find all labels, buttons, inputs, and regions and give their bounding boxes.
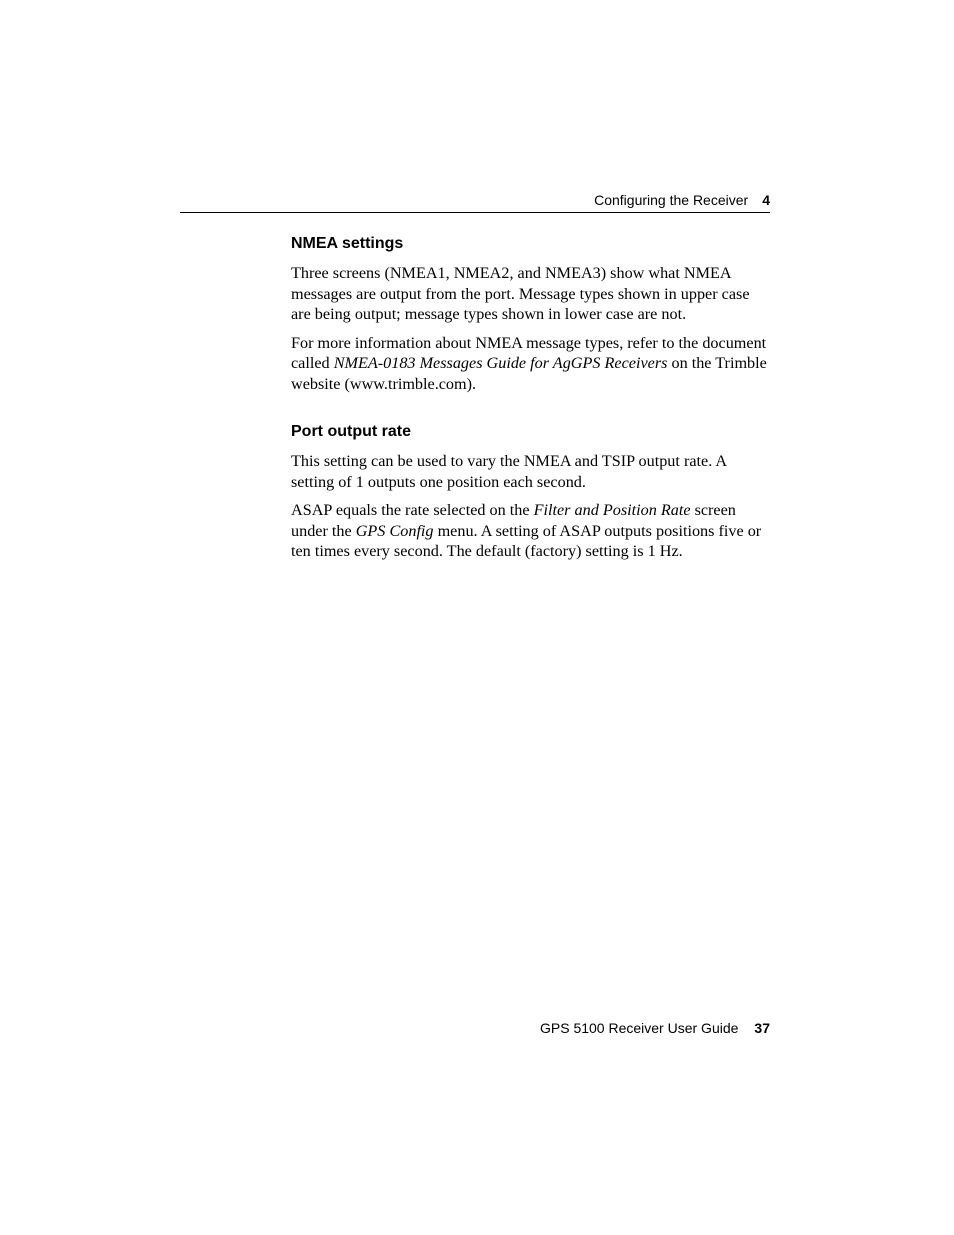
paragraph [291,500,773,562]
paragraph-text: menu. A setting of ASAP outputs positions five or ten times every second. The default (factory) setting is 1 Hz. [291,521,762,560]
section-nmea-settings [291,232,773,394]
running-footer [180,1020,770,1036]
paragraph-text: For more information about NMEA message types, refer to the document called [291,333,767,372]
section-spacer [291,402,773,420]
paragraph [291,333,773,395]
document-title: NMEA-0183 Messages Guide for AgGPS Receivers [333,354,668,372]
paragraph: Three screens (NMEA1, NMEA2, and NMEA3) show what NMEA messages are output from the port. Message types shown in upper case are being output; message types shown in lower case are not. [291,264,750,323]
chapter-title: Configuring the Receiver [594,192,749,208]
page-number: 37 [754,1020,770,1036]
section-port-output-rate [291,420,773,562]
header-rule [180,212,770,213]
paragraph: This setting can be used to vary the NMEA and TSIP output rate. A setting of 1 outputs one position each second. [291,452,727,491]
section-heading: NMEA settings [291,235,404,252]
guide-title: GPS 5100 Receiver User Guide [539,1020,739,1036]
running-header [180,192,770,212]
chapter-number: 4 [762,192,770,208]
page-content [291,232,773,570]
paragraph-text: on the Trimble website (www.trimble.com). [291,354,767,393]
paragraph-text: ASAP equals the rate selected on the [291,501,534,519]
paragraph-text: screen under the [291,501,736,540]
menu-name: GPS Config [355,521,434,540]
screen-name: Filter and Position Rate [533,501,691,519]
section-heading: Port output rate [291,423,411,440]
